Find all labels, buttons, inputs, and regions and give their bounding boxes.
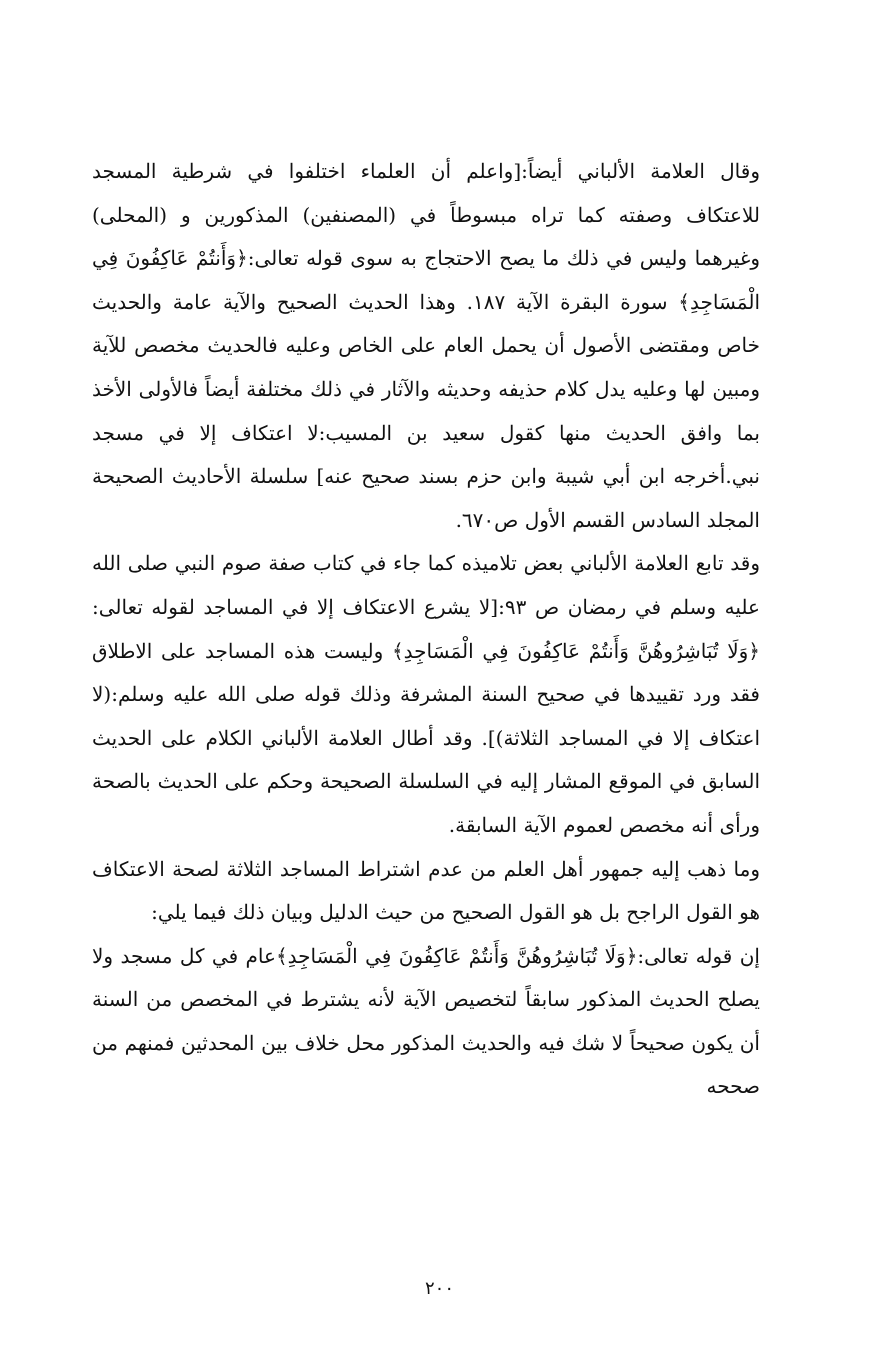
paragraph-albani-quote: وقال العلامة الألباني أيضاً:[واعلم أن العلماء اختلفوا في شرطية المسجد للاعتكاف وصفته كما تراه مبسوطاً في (المصنفين) المذكورين و (المحلى) وغيرهما وليس في ذلك ما يصح الاحتجاج به سوى قوله تعالى:﴿وَأَنتُمْ عَاكِفُونَ فِي الْمَسَاجِدِ﴾ سورة البقرة الآية ١٨٧. وهذا الحديث الصحيح والآية عامة والحديث خاص ومقتضى الأصول أن يحمل العام على الخاص وعليه فالحديث مخصص للآية ومبين لها وعليه يدل كلام حذيفه وحديثه والآثار في ذلك مختلفة أيضاً فالأولى الأخذ بما وافق الحديث منها كقول سعيد بن المسيب:لا اعتكاف إلا في مسجد نبي.أخرجه ابن أبي شيبة وابن حزم بسند صحيح عنه] سلسلة الأحاديث الصحيحة المجلد السادس القسم الأول ص٦٧٠.: [92, 159, 761, 532]
paragraph-students-follow: وقد تابع العلامة الألباني بعض تلاميذه كما جاء في كتاب صفة صوم النبي صلى الله عليه وسلم في رمضان ص ٩٣:[لا يشرع الاعتكاف إلا في المساجد لقوله تعالى:﴿وَلَا تُبَاشِرُوهُنَّ وَأَنتُمْ عَاكِفُونَ فِي الْمَسَاجِدِ﴾ وليست هذه المساجد على الاطلاق فقد ورد تقييدها في صحيح السنة المشرفة وذلك قوله صلى الله عليه وسلم:(لا اعتكاف إلا في المساجد الثلاثة)]. وقد أطال العلامة الألباني الكلام على الحديث السابق في الموقع المشار إليه في السلسلة الصحيحة وحكم على الحديث بالصحة ورأى أنه مخصص لعموم الآية السابقة.: [92, 551, 760, 837]
paragraph-majority-view: وما ذهب إليه جمهور أهل العلم من عدم اشتراط المساجد الثلاثة لصحة الاعتكاف هو القول الراجح بل هو القول الصحيح من حيث الدليل وبيان ذلك فيما يلي:: [92, 856, 760, 925]
paragraph-verse-general: إن قوله تعالى:﴿وَلَا تُبَاشِرُوهُنَّ وَأَنتُمْ عَاكِفُونَ فِي الْمَسَاجِدِ﴾عام في كل مسجد ولا يصلح الحديث المذكور سابقاً لتخصيص الآية لأنه يشترط في المخصص من السنة أن يكون صحيحاً لا شك فيه والحديث المذكور محل خلاف بين المحدثين فمنهم من صححه: [92, 943, 760, 1099]
page-body: [92, 150, 760, 1109]
page-number: ٢٠٠: [424, 1278, 454, 1299]
